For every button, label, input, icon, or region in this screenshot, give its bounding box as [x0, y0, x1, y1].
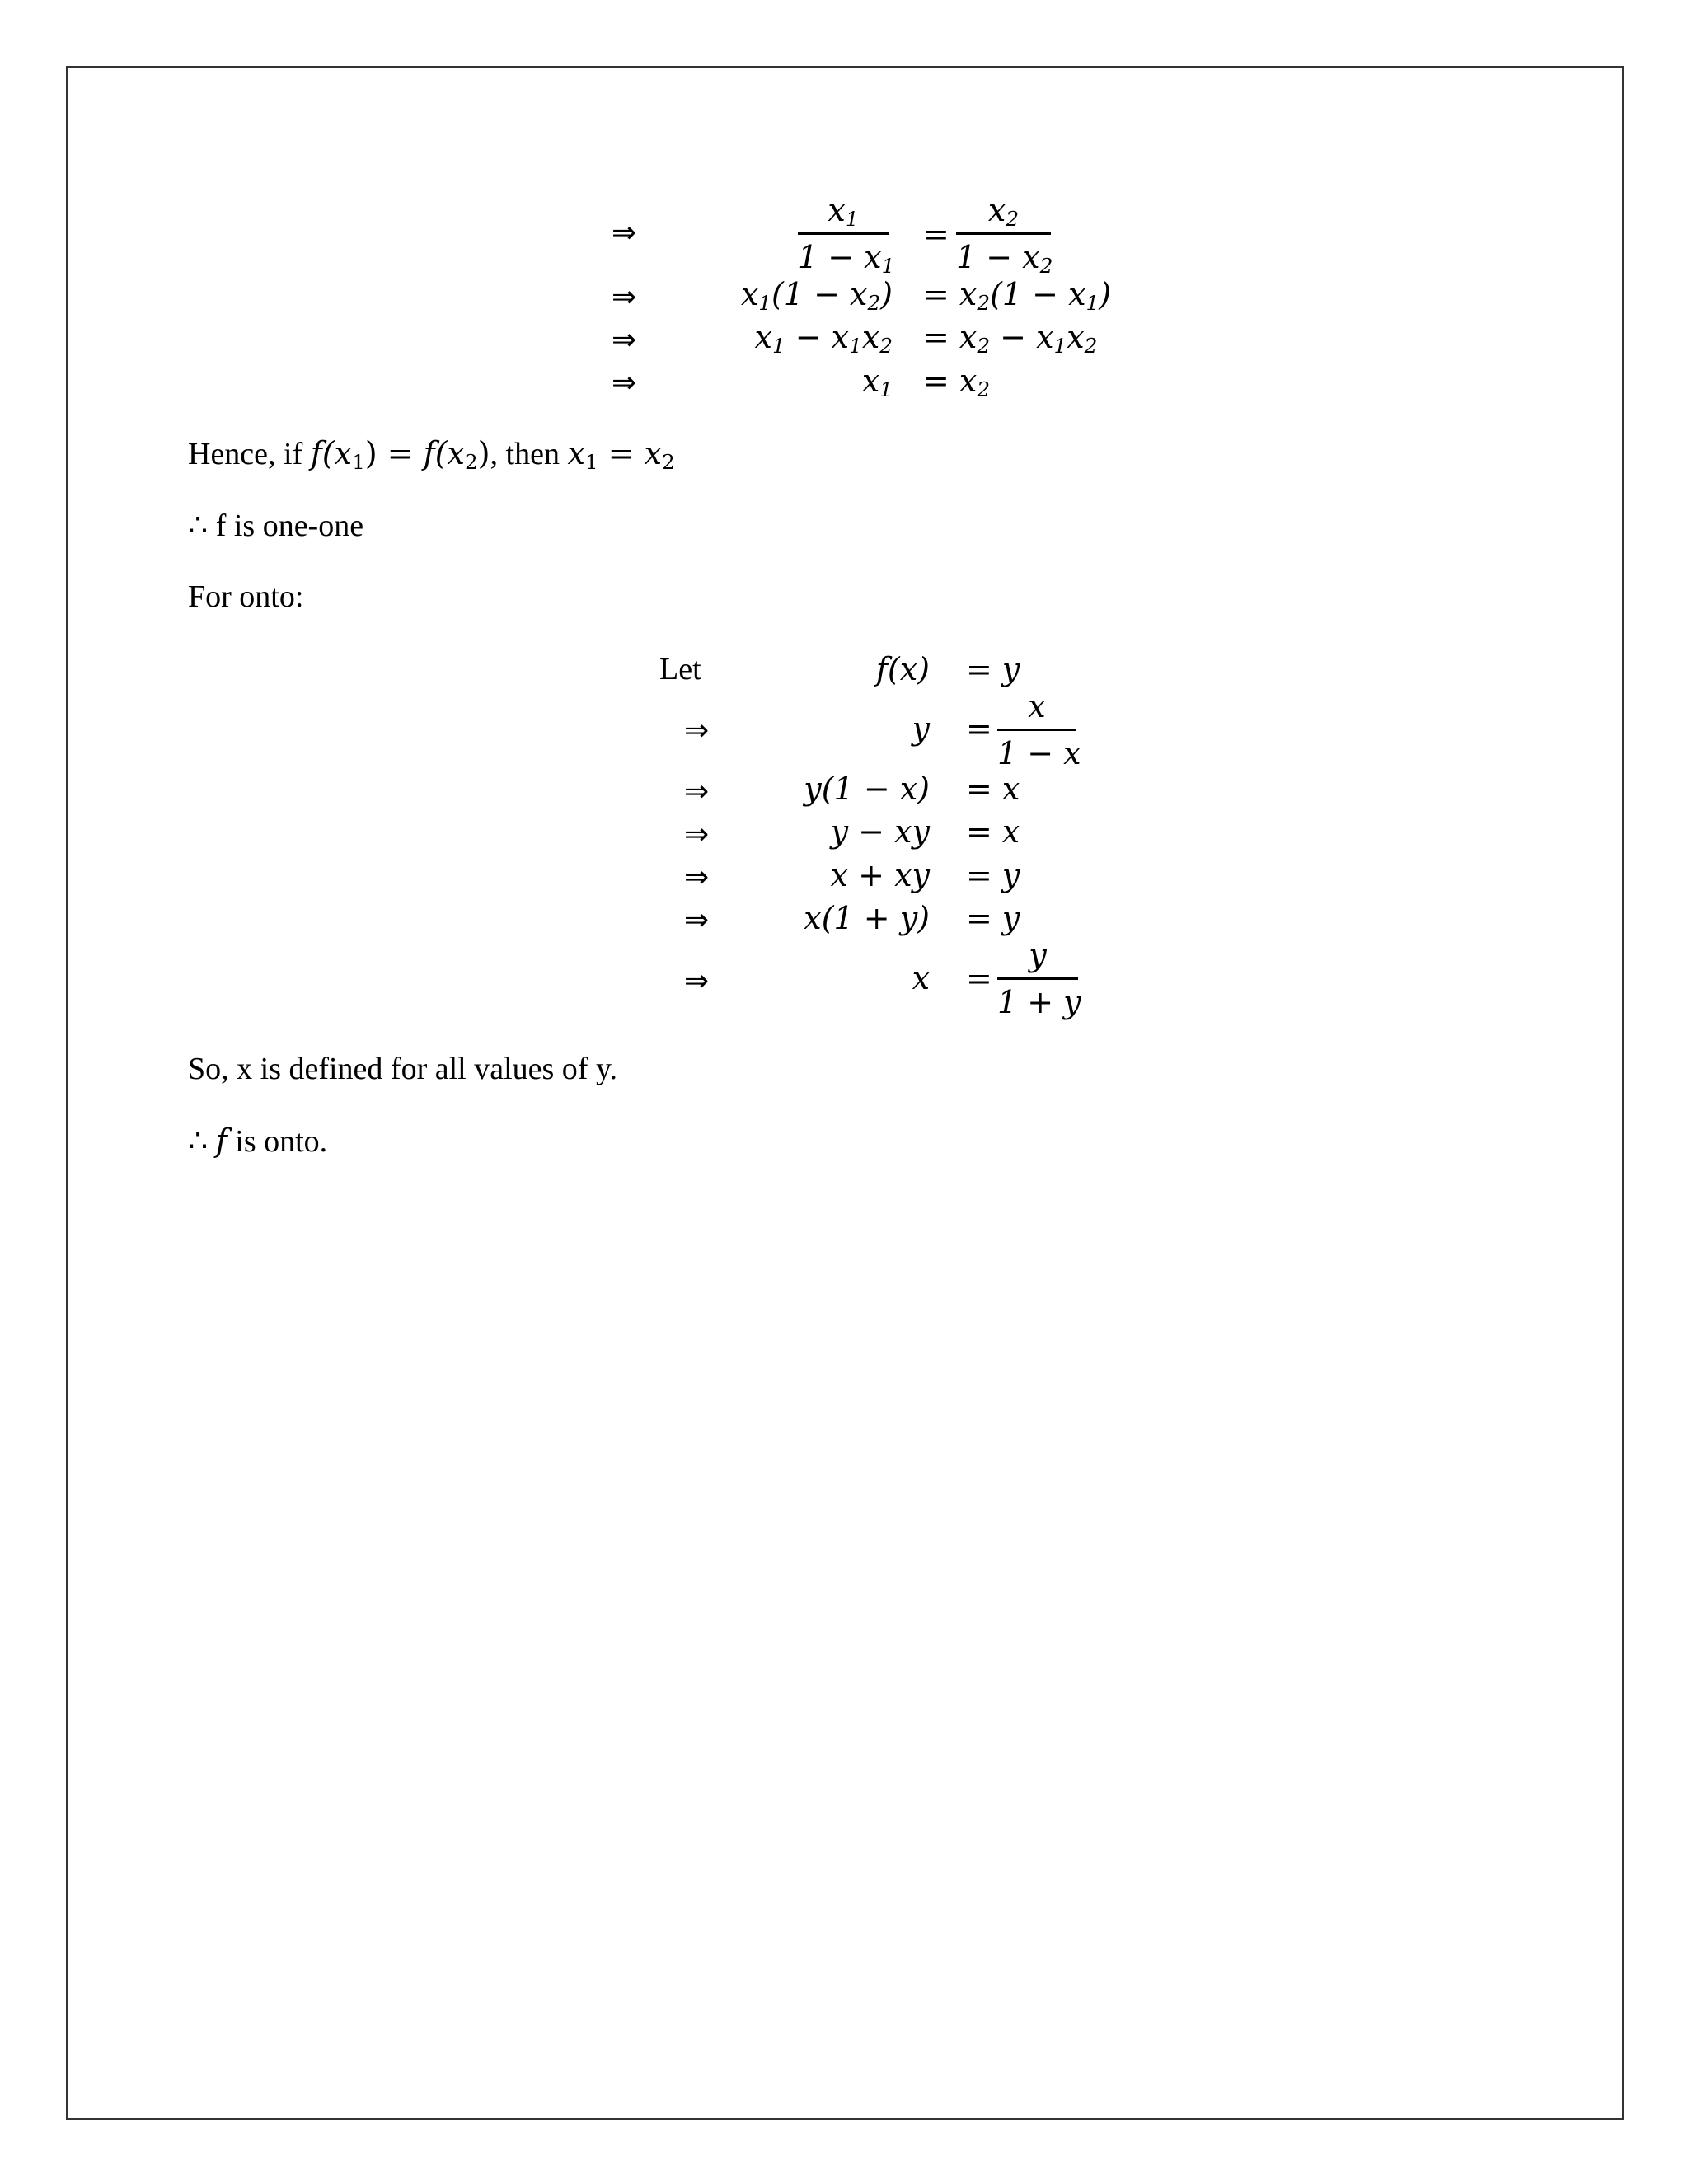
implies-arrow: ⇒ [684, 714, 710, 748]
equation-rhs: = $x_2 - x_1x_2$ [923, 319, 1098, 359]
page-border [66, 66, 1624, 2120]
equation-rhs: = x [966, 813, 1020, 850]
equals-sign: = [966, 710, 992, 747]
implies-arrow: ⇒ [684, 775, 710, 808]
equation-lhs: $x_1$ [861, 363, 893, 402]
fraction-x2-over-1-minus-x2: $x_2$ $1 - x_2$ [956, 192, 1053, 279]
defined-statement: So, x is defined for all values of y. [188, 1052, 617, 1086]
implies-arrow: ⇒ [612, 280, 637, 314]
let-label: Let [659, 652, 701, 687]
equation-lhs: y [912, 710, 930, 747]
equation-rhs: = y [966, 651, 1020, 687]
fraction-x-over-1-minus-x: x 1 − x [997, 688, 1081, 771]
equation-lhs: y − xy [830, 813, 930, 850]
equation-lhs: $x_1 - x_1x_2$ [754, 319, 893, 359]
fraction-x1-over-1-minus-x1: $x_1$ $1 - x_1$ [798, 192, 895, 279]
equation-lhs: y(1 − x) [804, 771, 930, 807]
implies-arrow: ⇒ [612, 366, 637, 400]
therefore-symbol: ∴ [188, 1124, 209, 1159]
therefore-symbol: ∴ [188, 509, 209, 543]
equation-lhs: x + xy [830, 857, 930, 893]
equation-lhs: x [912, 960, 930, 996]
implies-arrow: ⇒ [684, 964, 710, 998]
equation-rhs: = $x_2(1 - x_1)$ [923, 276, 1112, 316]
implies-arrow: ⇒ [684, 903, 710, 937]
equation-lhs: $x_1(1 - x_2)$ [740, 276, 893, 316]
equation-lhs: x(1 + y) [804, 900, 930, 936]
fraction-y-over-1-plus-y: y 1 + y [997, 937, 1081, 1020]
equation-rhs: = x [966, 771, 1020, 807]
equation-lhs: f(x) [875, 651, 930, 687]
section-heading-for-onto: For onto: [188, 579, 304, 614]
equation-rhs: = y [966, 857, 1020, 893]
implies-arrow: ⇒ [684, 818, 710, 851]
implies-arrow: ⇒ [612, 323, 637, 357]
equation-rhs: = y [966, 900, 1020, 936]
implies-arrow: ⇒ [612, 216, 637, 250]
equation-rhs: = $x_2$ [923, 363, 991, 402]
equals-sign: = [923, 216, 950, 252]
equals-sign: = [966, 960, 992, 996]
implies-arrow: ⇒ [684, 860, 710, 894]
hence-statement: Hence, if $f(x_1) = f(x_2)$, then $x_1 = x_2$ [188, 435, 675, 475]
onto-conclusion: ∴ f is onto. [188, 1122, 328, 1159]
one-one-conclusion: ∴ f is one-one [188, 509, 364, 543]
